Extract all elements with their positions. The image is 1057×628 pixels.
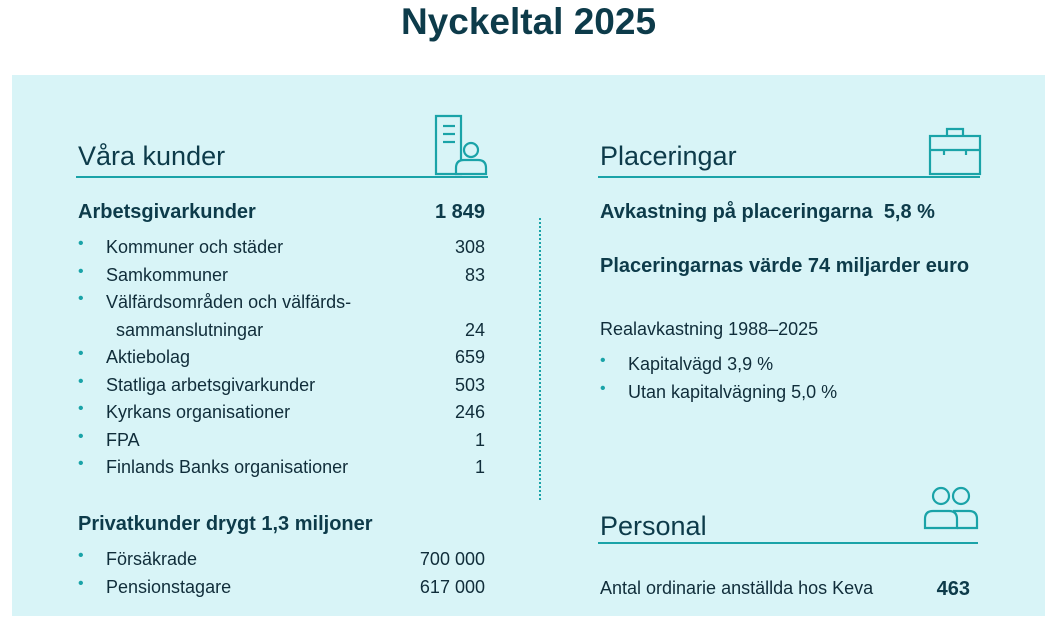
list-item-value: 24 xyxy=(464,320,485,340)
list-item-value: 1 xyxy=(474,430,485,450)
briefcase-icon xyxy=(928,126,982,176)
return-row xyxy=(600,200,935,224)
list-item-value: 83 xyxy=(464,265,485,285)
list-item: • Aktiebolag xyxy=(78,345,191,367)
personnel-heading: Personal xyxy=(600,511,707,541)
list-item-continuation: sammanslutningar xyxy=(116,320,264,340)
list-item-value: 659 xyxy=(454,347,485,367)
list-item: • Försäkrade xyxy=(78,547,198,569)
employer-customers-label: Arbetsgivarkunder xyxy=(78,201,256,223)
people-icon xyxy=(922,485,982,531)
list-item: • Välfärdsområden och välfärds- xyxy=(78,290,352,312)
private-customers-label: Privatkunder drygt 1,3 miljoner xyxy=(78,513,373,535)
list-item-value: 1 xyxy=(474,457,485,477)
customers-heading: Våra kunder xyxy=(78,141,226,171)
return-value: 5,8 % xyxy=(883,201,935,223)
column-divider xyxy=(539,218,541,500)
list-item: • Utan kapitalvägning 5,0 % xyxy=(600,380,838,402)
list-item-value: 617 000 xyxy=(419,577,485,597)
investment-value-text: Placeringarnas värde 74 miljarder euro xyxy=(600,255,970,277)
investments-rule xyxy=(598,176,980,178)
list-item: • Kyrkans organisationer xyxy=(78,400,291,422)
list-item: • Pensionstagare xyxy=(78,575,232,597)
employer-customers-total: 1 849 xyxy=(434,201,485,223)
list-item: • Statliga arbetsgivarkunder xyxy=(78,373,316,395)
list-item: • Kommuner och städer xyxy=(78,235,284,257)
real-return-label: Realavkastning 1988–2025 xyxy=(600,319,819,339)
document-person-icon xyxy=(433,114,489,178)
list-item-value: 246 xyxy=(454,402,485,422)
list-item: • FPA xyxy=(78,428,140,450)
list-item: • Samkommuner xyxy=(78,263,229,285)
return-label: Avkastning på placeringarna xyxy=(600,201,873,223)
list-item-value: 308 xyxy=(454,237,485,257)
staff-value: 463 xyxy=(936,578,970,600)
personnel-rule xyxy=(598,542,978,544)
page-title: Nyckeltal 2025 xyxy=(400,1,657,42)
list-item-value: 503 xyxy=(454,375,485,395)
list-item: • Kapitalvägd 3,9 % xyxy=(600,352,774,374)
list-item: • Finlands Banks organisationer xyxy=(78,455,349,477)
investments-heading: Placeringar xyxy=(600,141,737,171)
list-item-value: 700 000 xyxy=(419,549,485,569)
staff-label: Antal ordinarie anställda hos Keva xyxy=(600,578,874,598)
customers-rule xyxy=(76,176,488,178)
